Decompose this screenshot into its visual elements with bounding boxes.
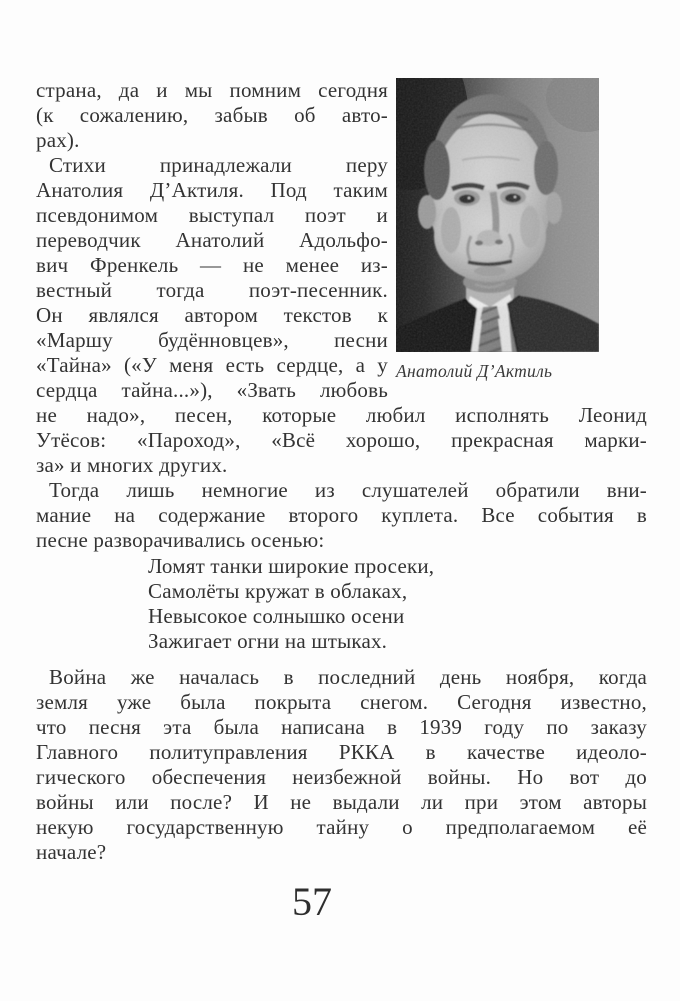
verse-line: Ломят танки широкие просеки, [148, 554, 435, 578]
text-line: земля уже была покрыта снегом. Сегодня известно, [36, 690, 647, 714]
photo-caption: Анатолий Д’Актиль [396, 361, 553, 381]
text-line: начале? [36, 840, 107, 864]
text-line: Главного политуправления РККА в качестве идеоло- [36, 740, 647, 764]
text-line: что песня эта была написана в 1939 году по заказу [36, 715, 647, 739]
text-line: вестный тогда поэт-песенник. [36, 278, 388, 302]
page-content [36, 78, 647, 865]
text-line: (к сожалению, забыв об авто- [36, 103, 388, 127]
text-line: Анатолия Д’Актиля. Под таким [36, 178, 388, 202]
text-line: «Маршу будённовцев», песни [36, 328, 388, 352]
text-line: псевдонимом выступал поэт и [36, 203, 388, 227]
text-line: Тогда лишь немногие из слушателей обратили вни- [49, 478, 647, 502]
verse-line: Невысокое солнышко осени [148, 604, 405, 628]
text-line: Война же началась в последний день ноября, когда [49, 665, 647, 689]
text-line: за» и многих других. [36, 453, 228, 477]
page-number: 57 [292, 879, 332, 924]
verse-line: Самолёты кружат в облаках, [148, 579, 408, 603]
text-line: переводчик Анатолий Адольфо- [36, 228, 388, 252]
text-with-photo-section [36, 78, 647, 403]
text-line: войны или после? И не выдали ли при этом авторы [36, 790, 647, 814]
text-line: некую государственную тайну о предполагаемом её [36, 815, 647, 839]
text-line: не надо», песен, которые любил исполнять Леонид [36, 403, 647, 427]
text-line: мание на содержание второго куплета. Все события в [36, 503, 647, 527]
portrait-figure [396, 78, 599, 381]
full-width-text-2 [36, 665, 647, 865]
narrow-text-column [36, 78, 388, 403]
text-line: вич Френкель — не менее из- [36, 253, 388, 277]
text-line: сердца тайна...»), «Звать любовь [36, 378, 388, 402]
text-line: страна, да и мы помним сегодня [36, 78, 388, 102]
text-line: песне разворачивались осенью: [36, 528, 325, 552]
verse-line: Зажигает огни на штыках. [148, 629, 388, 653]
text-line: Стихи принадлежали перу [49, 153, 388, 177]
text-line: Утёсов: «Пароход», «Всё хорошо, прекрасная марки- [36, 428, 647, 452]
text-line: рах). [36, 128, 80, 152]
text-line: Он являлся автором текстов к [36, 303, 388, 327]
text-line: гического обеспечения неизбежной войны. Но вот до [36, 765, 647, 789]
full-width-text [36, 403, 647, 553]
verse-block [148, 554, 647, 654]
text-line: «Тайна» («У меня есть сердце, а у [36, 353, 388, 377]
portrait-photo [396, 78, 599, 352]
